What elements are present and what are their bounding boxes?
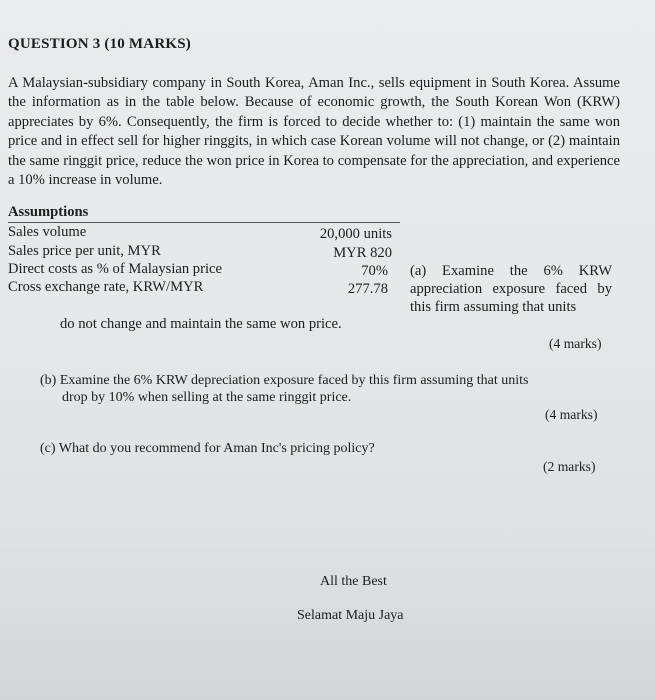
assumption-label-direct-costs: Direct costs as % of Malaysian price: [8, 261, 222, 277]
part-b-line-1: (b) Examine the 6% KRW depreciation exposure faced by this firm assuming that units: [40, 373, 529, 388]
assumption-value-direct-costs: 70%: [361, 263, 388, 279]
assumption-label-exchange-rate: Cross exchange rate, KRW/MYR: [8, 279, 204, 295]
part-c-marks: (2 marks): [543, 459, 596, 474]
assumptions-heading: Assumptions: [8, 204, 89, 220]
part-b-question: [40, 372, 610, 406]
assumption-value-sales-volume: 20,000 units: [319, 226, 392, 242]
question-title: QUESTION 3 (10 MARKS): [8, 36, 191, 52]
assumptions-rule: [8, 222, 400, 223]
assumption-value-exchange-rate: 277.78: [347, 281, 388, 297]
assumption-label-sales-volume: Sales volume: [8, 224, 87, 240]
part-a-question: (a) Examine the 6% KRW appreciation exposure faced by this firm assuming that units: [410, 263, 612, 315]
closing-all-the-best: All the Best: [320, 574, 387, 589]
closing-selamat-maju-jaya: Selamat Maju Jaya: [297, 608, 404, 623]
part-c-question: (c) What do you recommend for Aman Inc's pricing policy?: [40, 441, 375, 456]
assumption-label-sales-price: Sales price per unit, MYR: [8, 243, 161, 259]
part-a-marks: (4 marks): [549, 336, 602, 351]
part-b-line-2: drop by 10% when selling at the same ringgit price.: [62, 390, 352, 405]
part-a-continuation: do not change and maintain the same won price.: [60, 316, 342, 332]
question-paragraph: A Malaysian-subsidiary company in South Korea, Aman Inc., sells equipment in South Korea. Assume the information as in the table below. Because of economic growth, the South Korean Won (KRW) appreciates by 6%. Consequently, the firm is forced to decide whether to: (1) maintain the same won price and in effect sell for higher ringgits, in which case Korean volume will not change, or (2) maintain the same ringgit price, reduce the won price in Korea to compensate for the appreciation, and experience a 10% increase in volume.: [8, 75, 620, 189]
assumption-value-sales-price: MYR 820: [333, 245, 392, 261]
part-b-marks: (4 marks): [545, 407, 598, 422]
